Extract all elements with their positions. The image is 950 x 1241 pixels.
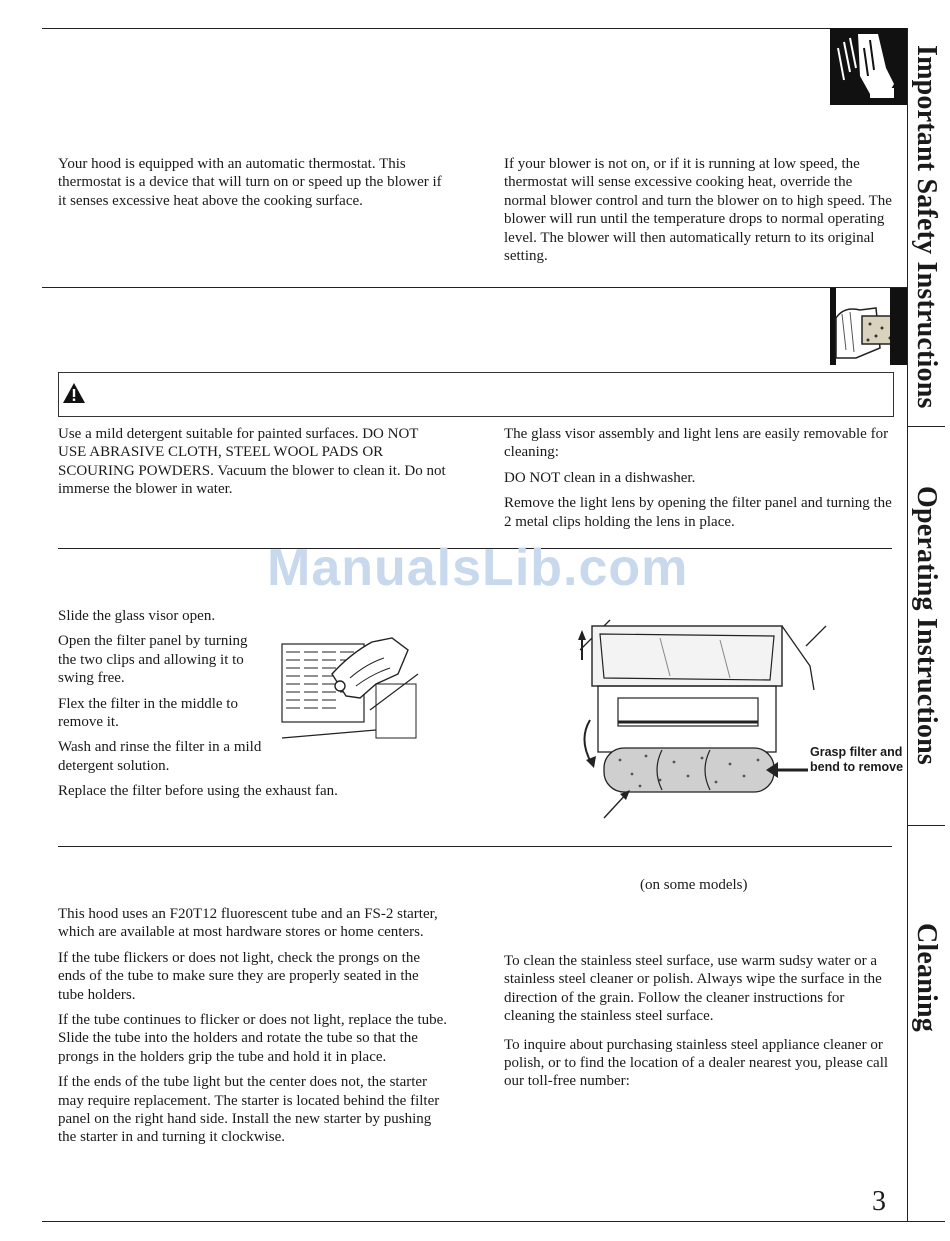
filter-step-3: Flex the filter in the middle to remove it. <box>58 695 238 731</box>
side-tab-safety[interactable] <box>907 30 945 424</box>
on-some-models-note: (on some models) <box>640 877 748 893</box>
fluorescent-paragraph-2: If the tube flickers or does not light, check the prongs on the ends of the tube to make sure they are properly seated in the tube holders. <box>58 949 420 1003</box>
stainless-text <box>504 952 896 1098</box>
fluorescent-paragraph-4: If the ends of the tube light but the center does not, the starter may require replacement. The starter is located behind the filter panel on the right hand side. Install the new starter by pushing the starter in and turning it clockwise. <box>58 1074 440 1146</box>
grasp-filter-callout: Grasp filter and bend to remove <box>810 745 904 774</box>
cleaning-left-paragraph: Use a mild detergent suitable for painted surfaces. DO NOT USE ABRASIVE CLOTH, STEEL WOOL PADS OR SCOURING POWDERS. Vacuum the blower to clean it. Do not immerse the blower in water. <box>58 426 446 498</box>
top-rule <box>42 28 907 29</box>
cleaning-left-text <box>58 425 448 506</box>
sponge-hand-icon <box>830 288 907 365</box>
side-tab-cleaning[interactable] <box>907 827 945 1127</box>
filter-step-1: Slide the glass visor open. <box>58 608 216 624</box>
warning-box <box>58 372 894 417</box>
cleaning-right-paragraph-2: DO NOT clean in a dishwasher. <box>504 469 696 486</box>
watermark: ManualsLib.com <box>267 539 689 597</box>
bottom-rule <box>42 1221 945 1222</box>
hand-button-icon <box>830 28 907 105</box>
filter-clip-illustration <box>280 634 420 746</box>
thermostat-right-paragraph: If your blower is not on, or if it is running at low speed, the thermostat will sense excessive cooking heat, override the normal blower control and turn the blower on to high speed. The blower will run until the temperature drops to normal operating level. The blower will then automatically return to its original setting. <box>504 156 892 265</box>
side-tab-cleaning-label: Cleaning <box>911 922 942 1032</box>
section-rule-light <box>58 846 892 847</box>
cleaning-right-paragraph-3: Remove the light lens by opening the filter panel and turning the 2 metal clips holding the lens in place. <box>504 495 892 530</box>
thermostat-right-text <box>504 155 896 272</box>
tab-divider-1 <box>907 426 945 427</box>
fluorescent-text <box>58 905 448 1154</box>
side-tab-operating-label: Operating Instructions <box>911 486 942 765</box>
cleaning-right-paragraph-1: The glass visor assembly and light lens are easily removable for cleaning: <box>504 426 889 461</box>
filter-step-4: Wash and rinse the filter in a mild detergent solution. <box>58 739 262 774</box>
cleaning-right-text <box>504 425 896 538</box>
tab-divider-2 <box>907 825 945 826</box>
warning-triangle-icon <box>62 382 86 404</box>
filter-step-5: Replace the filter before using the exhaust fan. <box>58 783 338 800</box>
thermostat-left-paragraph: Your hood is equipped with an automatic thermostat. This thermostat is a device that will turn on or speed up the blower if it senses excessive heat above the cooking surface. <box>58 156 442 209</box>
page-number: 3 <box>872 1186 886 1217</box>
stainless-paragraph-2: To inquire about purchasing stainless steel appliance cleaner or polish, or to find the location of a dealer nearest you, please call our toll-free number: <box>504 1036 889 1090</box>
fluorescent-paragraph-1: This hood uses an F20T12 fluorescent tube and an FS-2 starter, which are available at most hardware stores or home centers. <box>58 906 438 941</box>
fluorescent-paragraph-3: If the tube continues to flicker or does not light, replace the tube. Slide the tube into the holders and rotate the tube so that the prongs in the holders grip the tube and hold it in place. <box>58 1012 448 1065</box>
side-tab-safety-label: Important Safety Instructions <box>911 45 942 409</box>
stainless-paragraph-1: To clean the stainless steel surface, use warm sudsy water or a stainless steel cleaner or polish. Always wipe the surface in the direction of the grain. Follow the cleaner instructions for cleaning the stainless steel surface. <box>504 953 882 1025</box>
thermostat-left-text <box>58 155 443 217</box>
section-rule-cleaning <box>42 287 907 288</box>
hood-filter-illustration <box>570 610 830 822</box>
filter-step-2: Open the filter panel by turning the two clips and allowing it to swing free. <box>58 633 248 687</box>
side-tab-operating[interactable] <box>907 428 945 823</box>
